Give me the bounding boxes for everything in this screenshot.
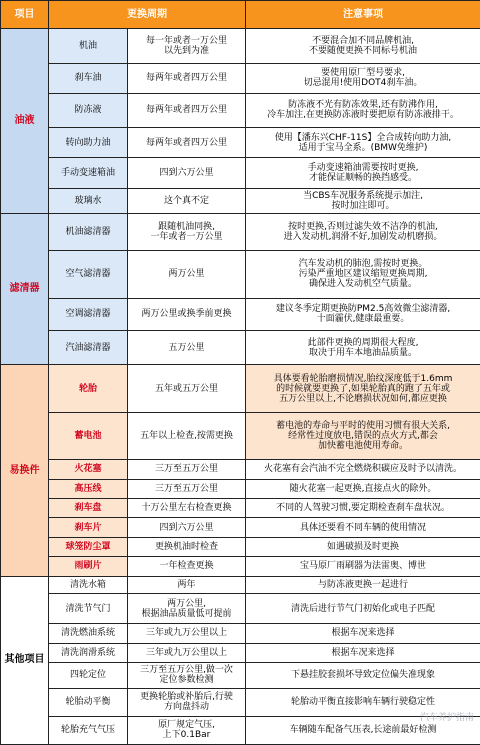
- period-cell: 四到六万公里: [128, 518, 246, 537]
- note-cell: 不要混合加不同品牌机油, 不要随便更换不同标号机油: [246, 29, 480, 64]
- period-cell: 三万至五万公里,做一次 定位参数检测: [128, 662, 246, 688]
- table-row: [1, 365, 480, 412]
- watermark: 汽车养护指南: [419, 713, 474, 723]
- note-cell: 汽车发动机的肺泡,需按时更换。 污染严重地区建议缩短更换周期, 确保进入发动机空气质量。: [246, 251, 480, 298]
- note-cell: 下悬挂胶套损坏导致定位偏失准现象: [246, 662, 480, 688]
- table-row: [1, 412, 480, 459]
- item-cell: 机油滤清器: [49, 214, 128, 251]
- table-row: [1, 298, 480, 330]
- table-row: [1, 158, 480, 188]
- period-cell: 两万公里, 根据油品质量低可提前: [128, 593, 246, 623]
- item-cell: 轮胎充气气压: [49, 716, 128, 744]
- note-cell: 火花塞有会汽油不完全燃烧积碳应及时予以清洗。: [246, 460, 480, 479]
- table-row: [1, 29, 480, 64]
- period-cell: 这个真不定: [128, 188, 246, 214]
- table-row: [1, 593, 480, 623]
- note-cell: 随火花塞一起更换,直接点火的除外。: [246, 479, 480, 498]
- header-note: 注意事项: [246, 1, 480, 29]
- table-body: [1, 29, 480, 745]
- category-cell: 滤清器: [1, 214, 49, 365]
- note-cell: 车辆随车配备气压表,长途前最好检测: [246, 716, 480, 744]
- item-cell: 清洗润滑系统: [49, 643, 128, 662]
- period-cell: 三万至五万公里: [128, 479, 246, 498]
- item-cell: 空气滤清器: [49, 251, 128, 298]
- table-row: [1, 576, 480, 593]
- note-cell: 根据车况来选择: [246, 624, 480, 643]
- table-row: [1, 624, 480, 643]
- item-cell: 防冻液: [49, 93, 128, 128]
- item-cell: 火花塞: [49, 460, 128, 479]
- table-row: [1, 499, 480, 518]
- period-cell: 每一年或者一万公里 以先到为准: [128, 29, 246, 64]
- note-cell: 建议冬季定期更换防PM2.5高效微尘滤清器, 十面霾伏,健康最重要。: [246, 298, 480, 330]
- item-cell: 四轮定位: [49, 662, 128, 688]
- item-cell: 轮胎: [49, 365, 128, 412]
- note-cell: 根据车况来选择: [246, 643, 480, 662]
- table-row: [1, 330, 480, 365]
- note-cell: 按时更换,否则过滤失效不洁净的机油, 进入发动机,润滑不好,加剧发动机磨损。: [246, 214, 480, 251]
- category-cell: 易换件: [1, 365, 49, 576]
- note-cell: 手动变速箱油需要按时更换, 才能保证顺畅的换挡感受。: [246, 158, 480, 188]
- item-cell: 玻璃水: [49, 188, 128, 214]
- item-cell: 雨刷片: [49, 557, 128, 576]
- table-row: [1, 643, 480, 662]
- note-cell: 清洗后进行节气门初始化或电子匹配: [246, 593, 480, 623]
- item-cell: 手动变速箱油: [49, 158, 128, 188]
- note-cell: 当CBS车况服务系统提示加注, 按时加注即可。: [246, 188, 480, 214]
- period-cell: 每两年或者四万公里: [128, 63, 246, 93]
- item-cell: 蓄电池: [49, 412, 128, 459]
- table-row: [1, 93, 480, 128]
- period-cell: 更换机油时检查: [128, 537, 246, 556]
- item-cell: 刹车片: [49, 518, 128, 537]
- item-cell: 清洗燃油系统: [49, 624, 128, 643]
- table-row: [1, 479, 480, 498]
- item-cell: 机油: [49, 29, 128, 64]
- note-cell: 具体还要看不同车辆的使用情况: [246, 518, 480, 537]
- item-cell: 清洗节气门: [49, 593, 128, 623]
- note-cell: 此部件更换的周期很大程度, 取决于用车本地油品质量。: [246, 330, 480, 365]
- period-cell: 两万公里: [128, 251, 246, 298]
- table-header-row: [1, 1, 480, 29]
- table-row: [1, 128, 480, 158]
- item-cell: 清洗水箱: [49, 576, 128, 593]
- note-cell: 要使用原厂型号要求, 切忌混用!使用DOT4刹车油。: [246, 63, 480, 93]
- item-cell: 汽油滤清器: [49, 330, 128, 365]
- period-cell: 原厂规定气压, 上下0.1Bar: [128, 716, 246, 744]
- note-cell: 轮胎动平衡直接影响车辆行驶稳定性: [246, 688, 480, 716]
- note-cell: 与防冻液更换一起进行: [246, 576, 480, 593]
- table-row: [1, 188, 480, 214]
- item-cell: 轮胎动平衡: [49, 688, 128, 716]
- table-row: [1, 214, 480, 251]
- note-cell: 不同的人驾驶习惯,要定期检查刹车盘状况。: [246, 499, 480, 518]
- period-cell: 更换轮胎或补胎后,行驶 方向盘抖动: [128, 688, 246, 716]
- header-item: 项目: [1, 1, 49, 29]
- table-row: [1, 688, 480, 716]
- table-row: [1, 251, 480, 298]
- period-cell: 三年或九万公里以上: [128, 624, 246, 643]
- item-cell: 空调滤清器: [49, 298, 128, 330]
- period-cell: 五年或五万公里: [128, 365, 246, 412]
- table-row: [1, 557, 480, 576]
- note-cell: 宝马原厂雨刷器为法雷奥、博世: [246, 557, 480, 576]
- table-row: [1, 518, 480, 537]
- table-row: [1, 460, 480, 479]
- item-cell: 刹车油: [49, 63, 128, 93]
- note-cell: 防冻液不光有防冻效果,还有防沸作用, 冷车加注,在更换防冻液时要把原有防冻液排干。: [246, 93, 480, 128]
- category-cell: 其他项目: [1, 576, 49, 744]
- item-cell: 高压线: [49, 479, 128, 498]
- period-cell: 两年: [128, 576, 246, 593]
- period-cell: 一年检查更换: [128, 557, 246, 576]
- note-cell: 如遇破损及时更换: [246, 537, 480, 556]
- period-cell: 跟随机油同换, 一年或者一万公里: [128, 214, 246, 251]
- item-cell: 球笼防尘罩: [49, 537, 128, 556]
- period-cell: 五年以上检查,按需更换: [128, 412, 246, 459]
- period-cell: 三年或九万公里以上: [128, 643, 246, 662]
- table-row: [1, 662, 480, 688]
- period-cell: 每两年或者四万公里: [128, 128, 246, 158]
- item-cell: 转向助力油: [49, 128, 128, 158]
- table-row: [1, 537, 480, 556]
- period-cell: 三万至五万公里: [128, 460, 246, 479]
- category-cell: 油液: [1, 29, 49, 214]
- period-cell: 四到六万公里: [128, 158, 246, 188]
- table-row: [1, 716, 480, 744]
- period-cell: 两万公里或换季前更换: [128, 298, 246, 330]
- header-period: 更换周期: [49, 1, 246, 29]
- table-row: [1, 63, 480, 93]
- note-cell: 具体要看轮胎磨损情况,胎纹深度低于1.6mm 的时候就要更换了,如果轮胎真的跑了五年或 五万公里以上,不论磨损状况如何,都应更换: [246, 365, 480, 412]
- period-cell: 五万公里: [128, 330, 246, 365]
- period-cell: 十万公里左右检查更换: [128, 499, 246, 518]
- item-cell: 刹车盘: [49, 499, 128, 518]
- note-cell: 蓄电池的寿命与平时的使用习惯有很大关系, 经常性过度放电,错误的点火方式,都会 加快蓄电池使用寿命。: [246, 412, 480, 459]
- note-cell: 使用【潘东兴CHF-11S】全合成转向助力油, 适用于宝马全系。(BMW免维护): [246, 128, 480, 158]
- period-cell: 每两年或者四万公里: [128, 93, 246, 128]
